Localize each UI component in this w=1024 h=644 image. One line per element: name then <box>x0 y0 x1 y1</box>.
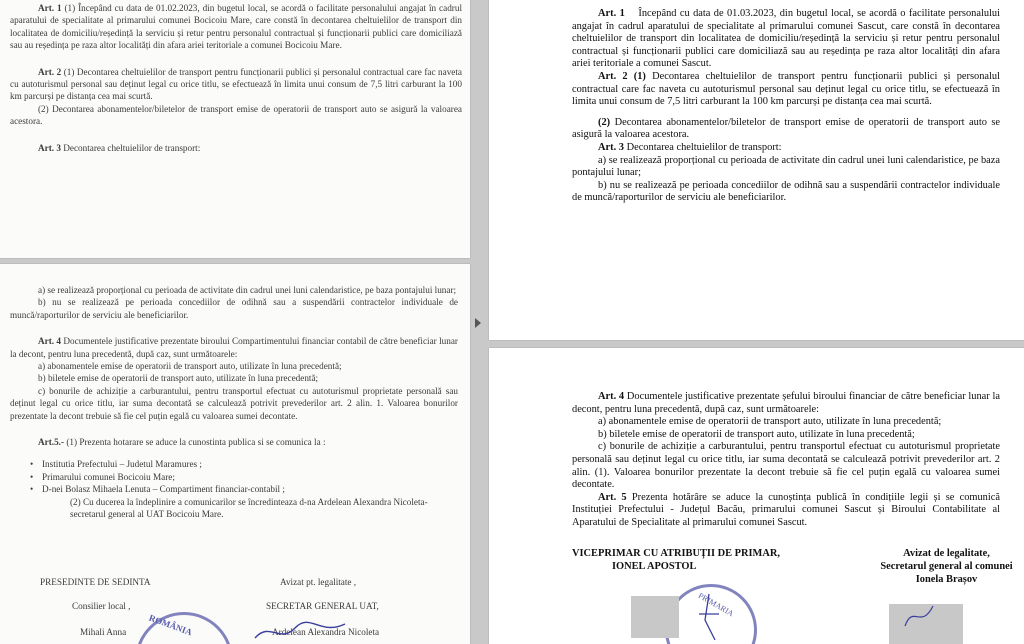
stamp-text: PRIMARIA <box>696 590 736 619</box>
list-item: • Primarului comunei Bocicoiu Mare; <box>42 471 458 483</box>
right-signatures <box>489 548 1024 644</box>
redaction-box <box>631 596 679 638</box>
left-sig-secretar-name: Ardelean Alexandra Nicoleta <box>272 627 380 637</box>
signature-scribble-icon <box>899 596 939 636</box>
left-art4: Art. 4 Documentele justificative prezentate biroului Compartimentului financiar contabil de către beneficiar lunar la decont, pentru luna precedentă, după caz, sunt următoarele: <box>10 336 458 359</box>
left-art3-b: b) nu se realizează pe perioada concediilor de odihnă sau a suspendării contractelor individuale de muncă/raporturilor de serviciu ale beneficiarilor. <box>10 297 458 320</box>
page-scroll-arrow-icon[interactable] <box>475 318 481 328</box>
right-art1: Art. 1 Începând cu data de 01.03.2023, din bugetul local, se acordă o facilitate personalului angajat în cadrul aparatului de specialitate al primarului comunei Sascut, care constă în decontarea cheltuielilor de transport din localitatea de domiciliu/reședință la serviciu și retur pentru personalul contractual și funcționarii publici care domiciliază sau au reședința pe raza altor localități din afara ariei teritoriale a comunei Sascut. <box>572 8 1001 70</box>
right-art2-p2: (2) Decontarea abonamentelor/biletelor de transport emise de operatorii de transport auto se asigură la valoarea acestora. <box>572 116 1000 141</box>
left-art4-item-c: c) bonurile de achiziție a carburantului, pentru transportul efectuat cu autoturismul proprietate personală sau deținut legal cu orice titlu, iar suma decontată se calculează potrivit prevederilor art. 2 alin. 1. Valoarea bonurilor prezentate la decont trebuie să fie cel puțin egală cu valoarea sumei decontate. <box>10 385 458 421</box>
left-art5: Art.5.- (1) Prezenta hotarare se aduce la cunostinta publica si se comunica la : <box>38 437 326 448</box>
right-art4-item-b: b) biletele emise de operatorii de transport auto, utilizate în luna precedentă; <box>598 428 915 440</box>
signature-scribble-icon <box>250 616 350 644</box>
right-art3: Art. 3 Decontarea cheltuielilor de transport: <box>598 141 782 153</box>
left-sig-role: Consilier local , <box>72 601 131 611</box>
right-art2: Art. 2 (1) Decontarea cheltuielilor de transport pentru funcționarii publici și personalul contractual care fac naveta cu autoturismul personal sau deținut legal cu orice titlu, se efectuează în limita unui consum de 7,5 litri carburant la 100 km parcurși pe distanța cea mai scurtă. <box>572 70 1000 108</box>
left-document-page-2 <box>0 264 470 644</box>
right-art3-a: a) se realizează proporțional cu perioada de activitate din cadrul unei luni calendaristice, pe baza pontajului lunar; <box>572 154 1000 179</box>
right-art4-item-a: a) abonamentele emise de operatorii de transport auto, utilizate în luna precedentă; <box>598 416 942 428</box>
left-sig-title: PRESEDINTE DE SEDINTA <box>40 577 151 587</box>
right-art3-b: b) nu se realizează pe perioada concediilor de odihnă sau a suspendării contractelor individuale de muncă/raporturilor de serviciu ale beneficiarilor. <box>572 179 1000 204</box>
left-art5-p2: (2) Cu ducerea la îndeplinire a comunicarilor se încredinteaza d-na Ardelean Alexandra Nicoleta-secretarul general al UAT Bocicoiu Mare. <box>70 496 428 520</box>
left-art2-p2: (2) Decontarea abonamentelor/biletelor de transport emise de operatorii de transport auto se asigură la valoarea acestora. <box>10 103 462 127</box>
left-art4-item-a: a) abonamentele emise de operatorii de transport auto, utilizate în luna precedentă; <box>38 361 342 372</box>
left-signatures <box>0 576 470 644</box>
left-art4-item-b: b) biletele emise de operatorii de transport auto, utilizate în luna precedentă; <box>38 373 319 384</box>
left-sig-avizat: Avizat pt. legalitate , <box>280 577 357 587</box>
list-item: • D-nei Bolasz Mihaela Lenuta – Compartiment financiar-contabil ; <box>42 483 458 495</box>
signature-scribble-icon <box>689 590 729 644</box>
right-sig-secretar-name: Ionela Brașov <box>915 574 978 585</box>
right-sig-role: Secretarul general al comunei <box>880 561 1013 572</box>
right-art5: Art. 5 Prezenta hotărâre se aduce la cunoștința publică în condițiile legii și se comunică Instituției Prefectului - Județul Bacău, primarului comunei Sascut și Biroului Contabilitate al Aparatului de Specialitate al primarului comunei Sascut. <box>572 491 1000 528</box>
left-sig-secretar: SECRETAR GENERAL UAT, <box>266 601 379 611</box>
right-document-page-2 <box>489 348 1024 644</box>
left-document-page-1 <box>0 0 470 258</box>
right-art4-item-c: c) bonurile de achiziție a carburantului, pentru transportul efectuat cu autoturismul proprietate personală sau deținut legal cu orice titlu, iar suma decontată se calculează potrivit prevederilor art. 2 alin. (1). Valoarea bonurilor prezentate la decont trebuie să fie cel puțin egală cu valoarea sumei decontate. <box>572 441 1000 491</box>
left-art3: Art. 3 Decontarea cheltuielilor de transport: <box>38 142 201 153</box>
left-sig-name: Mihali Anna <box>80 627 127 637</box>
right-sig-name: IONEL APOSTOL <box>612 561 697 572</box>
left-art5-list <box>10 458 458 495</box>
left-art2: Art. 2 (1) Decontarea cheltuielilor de transport pentru funcționarii publici și personalul contractual care fac naveta cu autoturismul personal sau deținut legal cu orice titlu, se efectuează în limita unui consum de 7,5 litri carburant la 100 km parcurși pe distanța cea mai scurtă. <box>10 66 463 102</box>
official-stamp-icon <box>135 612 233 644</box>
right-art4: Art. 4 Documentele justificative prezentate șefului biroului financiar de către beneficiar lunar la decont, pentru luna precedentă, după caz, sunt următoarele: <box>572 391 1001 415</box>
left-art3-a: a) se realizează proporțional cu perioada de activitate din cadrul unei luni calendaristice, pe baza pontajului lunar; <box>38 285 457 295</box>
right-sig-avizat: Avizat de legalitate, <box>903 548 990 559</box>
right-document-page-1 <box>489 0 1024 340</box>
stamp-text: ROMÂNIA <box>147 612 194 638</box>
left-art1: Art. 1 (1) Începând cu data de 01.02.2023, din bugetul local, se acordă o facilitate personalului angajat în cadrul aparatului de specialitate al primarului comunei Bocicoiu Mare, care constă în decontarea cheltuielilor de transport din localitatea de domiciliu/reședință la serviciu și retur pentru personalul contractual și funcționarii publici care domiciliază sau au reședința pe raza altor localități din afara ariei teritoriale a comunei Bocicoiu Mare. <box>10 3 462 51</box>
list-item: • Institutia Prefectului – Judetul Maramures ; <box>42 458 458 470</box>
right-sig-title: VICEPRIMAR CU ATRIBUȚII DE PRIMAR, <box>572 548 780 559</box>
